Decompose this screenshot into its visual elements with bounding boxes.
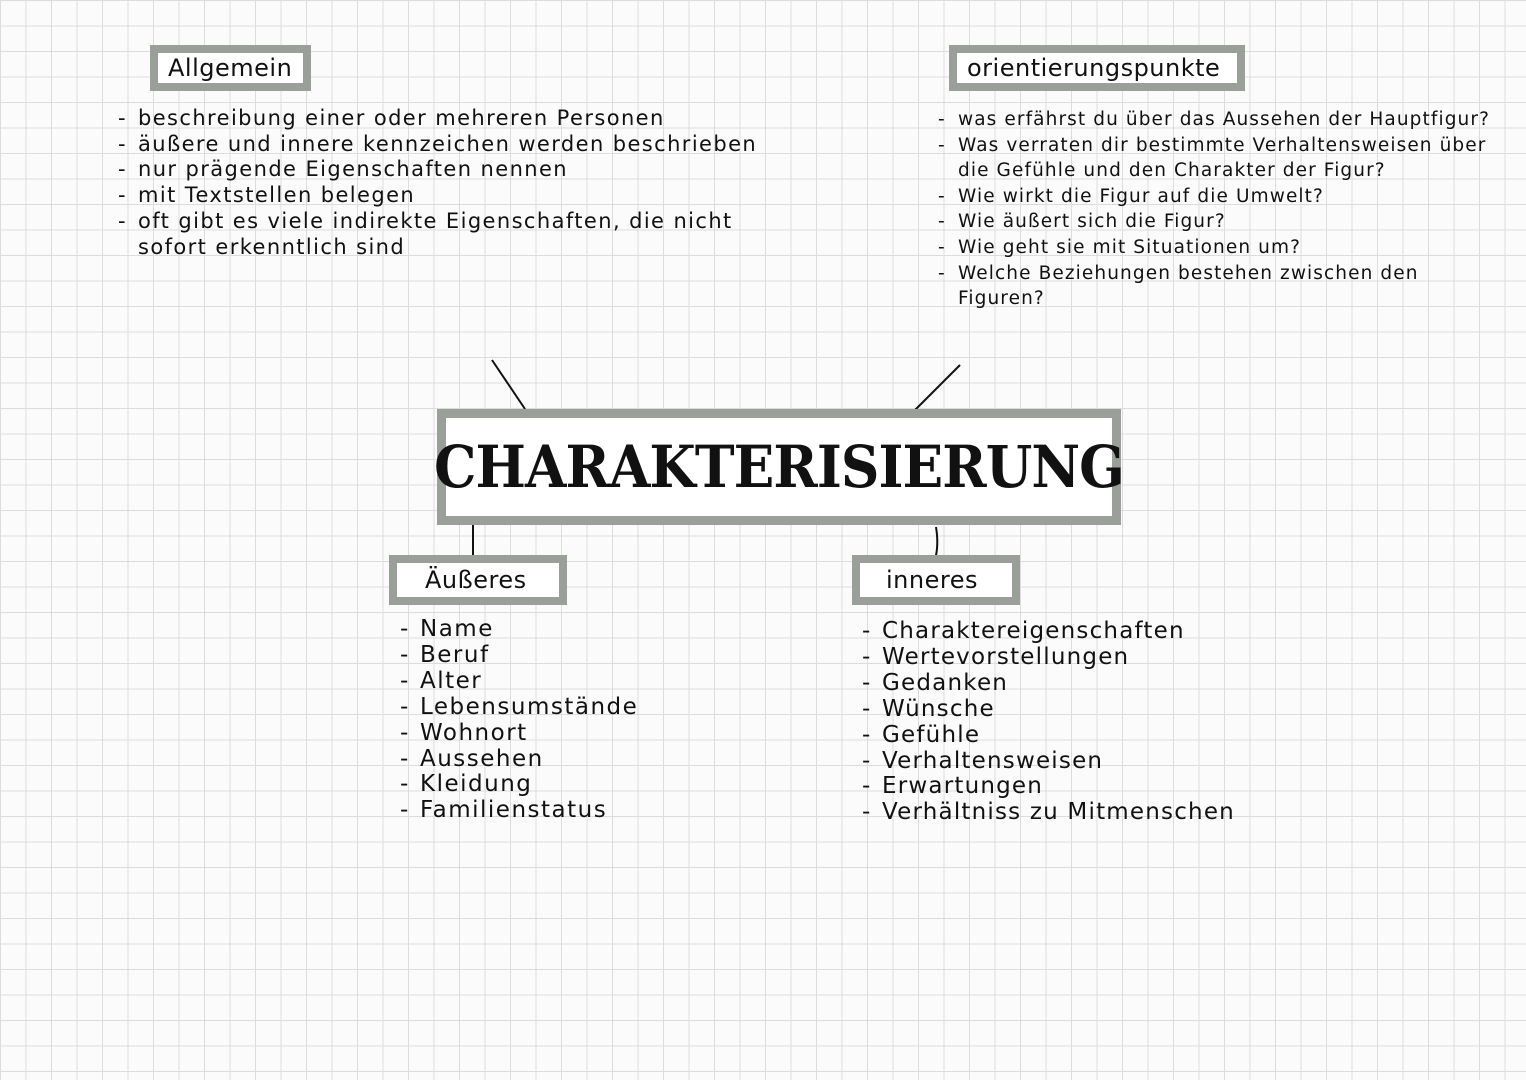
orientierungspunkte-label-box <box>949 45 1245 91</box>
list-item: - Familienstatus <box>400 798 730 824</box>
list-item: - Wie wirkt die Figur auf die Umwelt? <box>938 184 1498 210</box>
list-item: - Charaktereigenschaften <box>862 619 1362 645</box>
list-item: - was erfährst du über das Aussehen der Hauptfigur? <box>938 107 1498 133</box>
inneres-label: inneres <box>886 566 978 594</box>
list-item: - Alter <box>400 669 730 695</box>
list-item: - beschreibung einer oder mehreren Personen <box>118 106 778 132</box>
list-item: - oft gibt es viele indirekte Eigenschaften, die nicht sofort erkenntlich sind <box>118 209 778 260</box>
list-item: - Wünsche <box>862 697 1362 723</box>
aeusseres-label-box <box>389 555 567 605</box>
list-item: - Verhaltensweisen <box>862 749 1362 775</box>
list-item: - Wie äußert sich die Figur? <box>938 209 1498 235</box>
list-item: - Gedanken <box>862 671 1362 697</box>
list-item: - mit Textstellen belegen <box>118 183 778 209</box>
allgemein-list <box>118 106 778 260</box>
orientierungspunkte-list <box>938 107 1498 312</box>
list-item: - Wohnort <box>400 721 730 747</box>
aeusseres-label: Äußeres <box>425 566 527 594</box>
center-title-box <box>434 409 1124 525</box>
list-item: - Kleidung <box>400 772 730 798</box>
list-item: - Beruf <box>400 643 730 669</box>
list-item: - Name <box>400 617 730 643</box>
list-item: - Erwartungen <box>862 774 1362 800</box>
connector-orientierung <box>915 365 960 410</box>
list-item: - Aussehen <box>400 747 730 773</box>
list-item: - nur prägende Eigenschaften nennen <box>118 157 778 183</box>
list-item: - Gefühle <box>862 723 1362 749</box>
allgemein-label: Allgemein <box>168 54 293 82</box>
list-item: - Wertevorstellungen <box>862 645 1362 671</box>
list-item: - Was verraten dir bestimmte Verhaltensweisen über die Gefühle und den Charakter der Figur? <box>938 133 1498 184</box>
aeusseres-list <box>400 617 730 824</box>
connector-allgemein <box>492 360 525 409</box>
inneres-list <box>862 619 1362 826</box>
list-item: - Welche Beziehungen bestehen zwischen den Figuren? <box>938 261 1498 312</box>
inneres-label-box <box>852 555 1020 605</box>
list-item: - Wie geht sie mit Situationen um? <box>938 235 1498 261</box>
orientierungspunkte-label: orientierungspunkte <box>967 54 1221 82</box>
list-item: - Verhältniss zu Mitmenschen <box>862 800 1362 826</box>
allgemein-label-box <box>150 45 311 91</box>
list-item: - äußere und innere kennzeichen werden beschrieben <box>118 132 778 158</box>
page-title: CHARAKTERISIERUNG <box>434 433 1124 501</box>
list-item: - Lebensumstände <box>400 695 730 721</box>
